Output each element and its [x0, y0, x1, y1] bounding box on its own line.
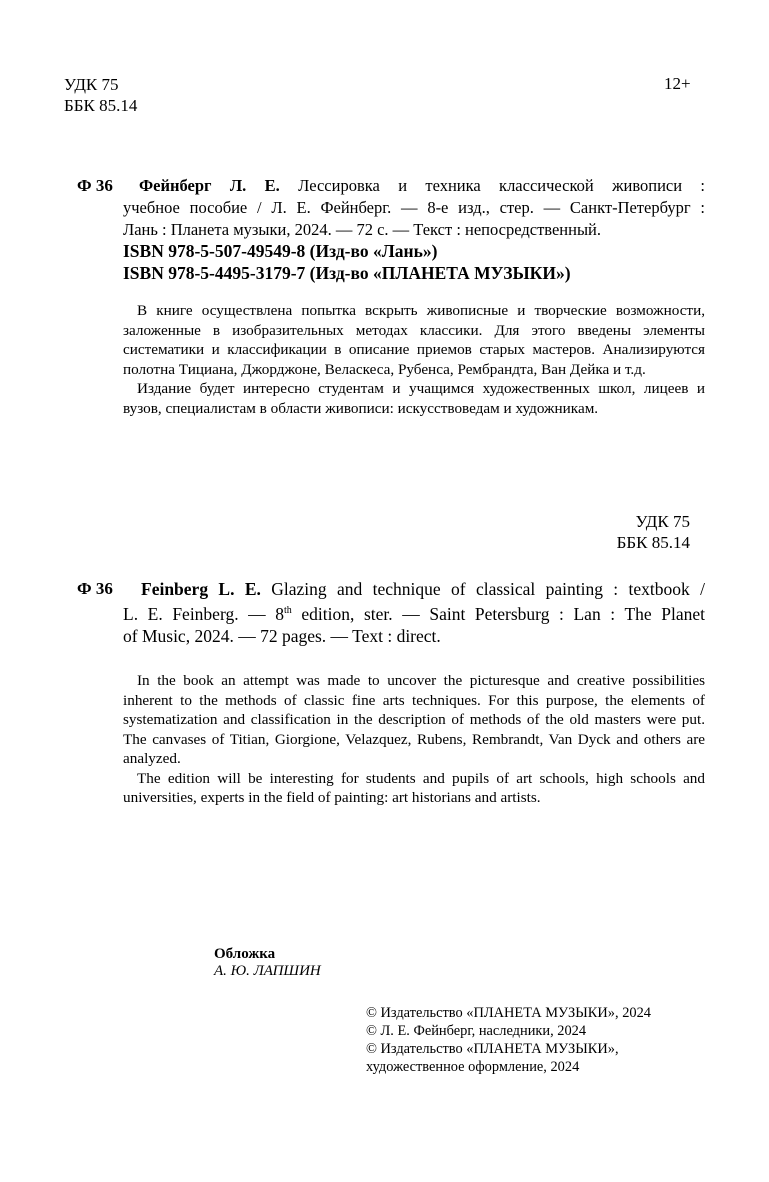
en-publisher: edition, ster. — Saint Petersburg : Lan : The Planet — [291, 603, 705, 624]
isbn-planeta: ISBN 978-5-4495-3179-7 (Изд-во «ПЛАНЕТА МУЗЫКИ») — [123, 263, 571, 283]
en-title: Glazing and technique of classical painting : textbook / — [260, 579, 705, 599]
ru-entry-line-3: Лань : Планета музыки, 2024. — 72 с. — Текст : непосредственный. — [123, 220, 602, 239]
en-edition: L. E. Feinberg. — 8 — [123, 603, 285, 624]
en-annotation — [123, 671, 705, 808]
isbn-block — [123, 240, 571, 284]
en-author-name: Feinberg L. E. — [141, 579, 261, 599]
ru-bibliographic-entry — [139, 175, 705, 197]
ru-annotation-p2: Издание будет интересно студентам и учащимся художественных школ, лицеев и вузов, специалистам в области живописи: искусствоведам и художникам. — [123, 380, 705, 417]
ru-annotation-p1: В книге осуществлена попытка вскрыть живописные и творческие возможности, заложенные в изобразительных методах классики. Для этого введены элементы систематики и классификации в описание приемов старых мастеров. Анализируются полотна Тициана, Джорджоне, Веласкеса, Рубенса, Рембрандта, Ван Дейка и т.д. — [123, 302, 705, 378]
copyright-line-1: © Издательство «ПЛАНЕТА МУЗЫКИ», 2024 — [366, 1005, 651, 1021]
ru-author-name: Фейнберг Л. Е. — [139, 176, 280, 195]
copyright-line-3: © Издательство «ПЛАНЕТА МУЗЫКИ», — [366, 1041, 619, 1057]
copyright-block — [366, 1004, 651, 1076]
ru-author-code: Ф 36 — [77, 176, 113, 195]
mid-bbk: ББК 85.14 — [616, 533, 690, 552]
isbn-lan: ISBN 978-5-507-49549-8 (Изд-во «Лань») — [123, 241, 438, 261]
top-bbk: ББК 85.14 — [64, 96, 138, 115]
cover-label: Обложка — [214, 946, 276, 962]
ru-entry-line-2: учебное пособие / Л. Е. Фейнберг. — 8-е изд., стер. — Санкт-Петербург : — [123, 198, 705, 217]
mid-udk: УДК 75 — [635, 512, 690, 531]
en-bibliographic-entry — [141, 578, 705, 600]
en-entry-line-2 — [123, 600, 705, 625]
en-entry-line-3: of Music, 2024. — 72 pages. — Text : direct. — [123, 625, 441, 646]
ru-title: Лессировка и техника классической живописи : — [279, 176, 705, 195]
en-author-code: Ф 36 — [77, 579, 113, 598]
en-entry-line-1 — [141, 578, 705, 600]
top-udk: УДК 75 — [64, 75, 119, 94]
en-annotation-p1: In the book an attempt was made to uncover the picturesque and creative possibilities inherent to the methods of classic fine arts techniques. For this purpose, the elements of systematization and classification in the description of methods of the old masters were put. The canvases of Titian, Giorgione, Velazquez, Rubens, Rembrandt, Van Dyck and others are analyzed. — [123, 672, 705, 767]
cover-credit — [214, 946, 321, 980]
top-classification — [64, 74, 137, 116]
ru-entry-line-1 — [139, 175, 705, 197]
ru-entry-continuation — [123, 197, 705, 241]
en-edition-suffix: th — [284, 605, 292, 616]
copyright-line-4: художественное оформление, 2024 — [366, 1059, 580, 1075]
en-annotation-p2: The edition will be interesting for students and pupils of art schools, high schools and universities, experts in the field of painting: art historians and artists. — [123, 769, 705, 806]
age-rating: 12+ — [664, 74, 691, 93]
copyright-line-2: © Л. Е. Фейнберг, наследники, 2024 — [366, 1023, 587, 1039]
cover-artist: А. Ю. ЛАПШИН — [214, 963, 321, 979]
ru-annotation — [123, 301, 705, 418]
mid-classification — [600, 511, 690, 553]
en-entry-continuation — [123, 600, 705, 647]
